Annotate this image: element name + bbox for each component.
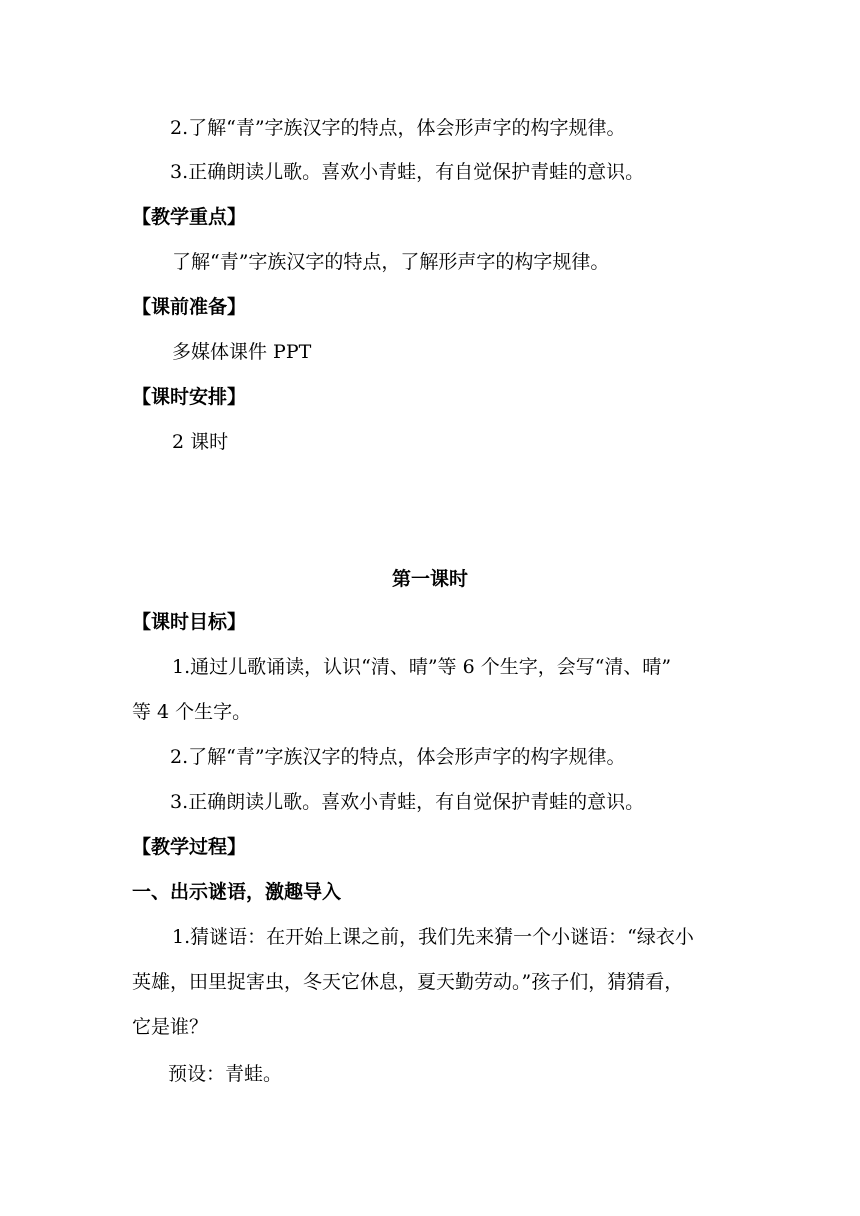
goal-3-text: 3.正确朗读儿歌。喜欢小青蛙，有自觉保护青蛙的意识。 (170, 791, 645, 813)
teaching-focus-text: 了解“青”字族汉字的特点，了解形声字的构字规律。 (172, 251, 610, 273)
objective-3-text: 3.正确朗读儿歌。喜欢小青蛙，有自觉保护青蛙的意识。 (170, 161, 645, 183)
section-heading-teaching-process: 【教学过程】 (132, 836, 247, 858)
objective-2-text: 2.了解“青”字族汉字的特点，体会形声字的构字规律。 (170, 117, 626, 139)
riddle-text-line3: 它是谁？ (132, 1016, 209, 1038)
goal-1-text-line1: 1.通过儿歌诵读，认识“清、晴”等 6 个生字，会写“清、晴” (172, 656, 672, 678)
section-heading-schedule: 【课时安排】 (132, 386, 247, 408)
preparation-text: 多媒体课件 PPT (172, 341, 312, 363)
schedule-text: 2 课时 (172, 431, 229, 453)
section-heading-teaching-focus: 【教学重点】 (132, 206, 247, 228)
step-1-heading: 一、出示谜语，激趣导入 (132, 881, 342, 903)
riddle-text-line1: 1.猜谜语：在开始上课之前，我们先来猜一个小谜语：“绿衣小 (172, 926, 694, 948)
preset-answer-text: 预设：青蛙。 (168, 1063, 283, 1085)
goal-1-text-line2: 等 4 个生字。 (132, 701, 252, 723)
section-heading-preparation: 【课前准备】 (132, 296, 247, 318)
goal-2-text: 2.了解“青”字族汉字的特点，体会形声字的构字规律。 (170, 746, 626, 768)
riddle-text-line2: 英雄，田里捉害虫，冬天它休息，夏天勤劳动。”孩子们，猜猜看， (132, 971, 684, 993)
section-heading-lesson-goals: 【课时目标】 (132, 611, 247, 633)
lesson-title: 第一课时 (391, 568, 468, 590)
